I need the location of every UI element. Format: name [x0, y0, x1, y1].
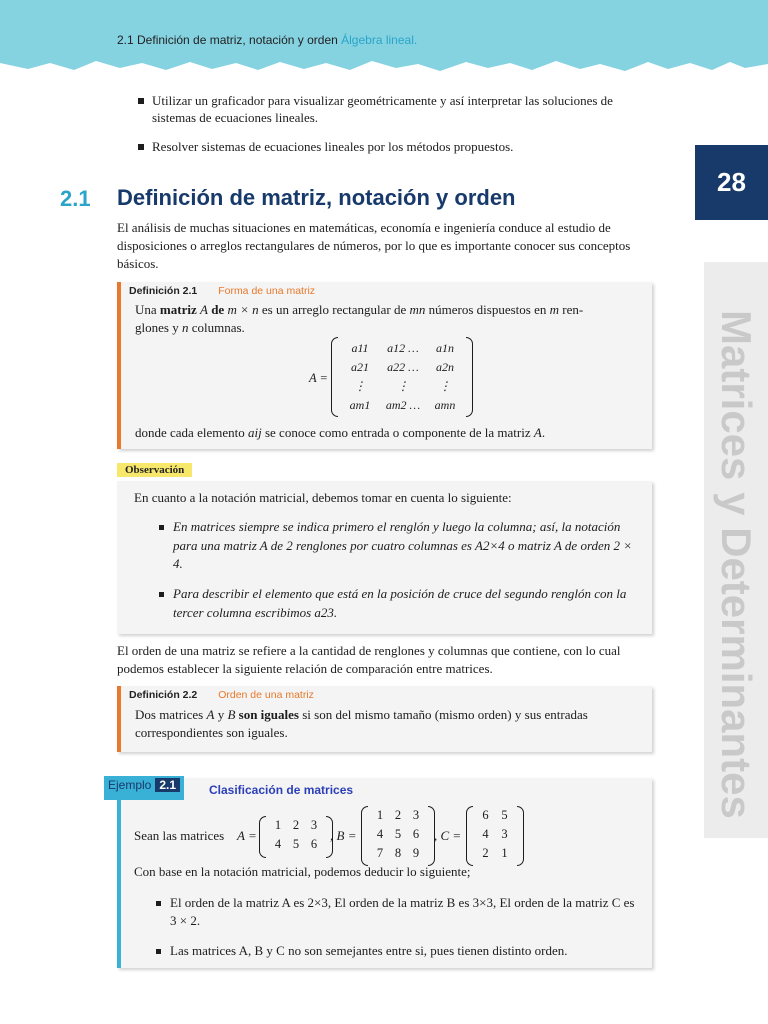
matrix-b-lhs: , B = [330, 828, 357, 843]
left-paren [259, 816, 266, 858]
matrix-cell: am2 … [385, 398, 421, 412]
text-span: es un arreglo rectangular de [261, 302, 407, 317]
math-var: n [181, 320, 189, 335]
matrix-c-lhs: , C = [434, 828, 462, 843]
bold-term: de [211, 302, 225, 317]
matrix-cell: 2 [292, 818, 300, 832]
objectives-list [138, 92, 658, 167]
text-span: Una [135, 302, 157, 317]
math-var: A [206, 707, 215, 722]
definition-closing [135, 424, 640, 442]
matrix-cell: amn [434, 398, 456, 412]
matrix-cell: 1 [274, 818, 282, 832]
section-title: Definición de matriz, notación y orden [117, 185, 516, 210]
matrix-grid [473, 806, 517, 866]
right-paren [466, 337, 473, 417]
text-span: ren- [562, 302, 584, 317]
example-number: 2.1 [155, 778, 180, 792]
list-item: En matrices siempre se indica primero el renglón y luego la columna; así, la notación para una matriz A de 2 renglones por cuatro columnas es A2×4 o matriz A de orden 2 × 4. [159, 518, 639, 574]
matrix-cell: 3 [310, 818, 318, 832]
matrix-cell: 4 [482, 827, 489, 841]
list-item: El orden de la matriz A es 2×3, El orden de la matriz B es 3×3, El orden de la matriz C es 3 × 2. [156, 894, 641, 930]
observation-list [159, 518, 639, 574]
matrix-grid [368, 806, 428, 866]
matrix-cell: 7 [376, 846, 384, 860]
matrix-cell: 6 [412, 827, 420, 841]
definition-box-2-2 [117, 686, 652, 752]
left-paren [331, 337, 338, 417]
list-item: Utilizar un graficador para visualizar geométricamente y así interpretar las soluciones de sistemas de ecuaciones lineales. [138, 92, 658, 126]
example-lead: Sean las matrices [134, 828, 225, 843]
matrix-cell: a12 … [387, 341, 419, 355]
matrix-cell: 1 [376, 808, 384, 822]
bold-term: matriz [159, 302, 197, 317]
matrix-cell: 6 [482, 808, 489, 822]
chapter-title: Matrices y Determinantes [713, 310, 760, 819]
matrix-cell: a21 [351, 360, 369, 374]
general-matrix [331, 337, 473, 417]
observation-intro: En cuanto a la notación matricial, debemos tomar en cuenta lo siguiente: [134, 490, 512, 505]
definition-label: Definición 2.2 [129, 689, 198, 701]
matrix-c [466, 806, 524, 866]
text-span: Dos matrices [135, 707, 204, 722]
example-list [156, 894, 641, 930]
matrix-cell: 4 [376, 827, 384, 841]
matrix-cell: 2 [394, 808, 402, 822]
matrix-cell: 3 [412, 808, 420, 822]
matrix-cell: 6 [310, 837, 318, 851]
matrix-a [259, 816, 333, 858]
running-header [117, 33, 417, 47]
text-span: correspondientes son iguales. [135, 725, 288, 740]
bold-term: son iguales [238, 707, 299, 722]
text-span: columnas. [191, 320, 245, 335]
math-var: m [549, 302, 559, 317]
matrix-lhs: A = [309, 371, 328, 385]
definition-title: Orden de una matriz [218, 689, 314, 701]
intro-paragraph: El análisis de muchas situaciones en matemáticas, economía e ingeniería conduce al estudio de disposiciones o arreglos rectangulares de números, por lo que es importante conocer sus conceptos básicos. [117, 220, 631, 271]
matrix-grid [338, 337, 466, 417]
definition-label: Definición 2.1 [129, 285, 198, 297]
list-item: Para describir el elemento que está en la posición de cruce del segundo renglón con la tercer columna escribimos a23. [159, 585, 639, 622]
text-span: . [541, 425, 546, 440]
observation-box [117, 481, 652, 634]
text-span: glones y [135, 320, 179, 335]
matrix-cell: 5 [501, 808, 508, 822]
matrix-a-lhs: A = [237, 828, 257, 843]
matrix-cell: 5 [292, 837, 300, 851]
text-span: donde cada elemento [135, 425, 245, 440]
matrix-cell: 8 [394, 846, 402, 860]
math-var: mn [409, 302, 426, 317]
definition-header [129, 689, 314, 701]
page-number: 28 [695, 145, 768, 220]
definition-header [129, 285, 315, 297]
matrix-cell: am1 [349, 398, 371, 412]
math-var: A [533, 425, 542, 440]
observation-list [159, 585, 639, 622]
matrix-cell: a11 [351, 341, 369, 355]
math-var: aij [247, 425, 262, 440]
definition-box-2-1 [117, 282, 652, 449]
matrix-cell: 3 [501, 827, 508, 841]
section-number: 2.1 [60, 186, 91, 211]
left-paren [466, 806, 473, 866]
definition-title: Forma de una matriz [218, 285, 316, 297]
matrix-b [361, 806, 435, 866]
matrix-cell: ⋮ [397, 379, 409, 393]
matrix-cell: 1 [501, 846, 508, 860]
matrix-cell: a22 … [387, 360, 419, 374]
matrix-cell: a2n [436, 360, 454, 374]
text-span: se conoce como entrada o componente de la matriz [264, 425, 531, 440]
math-dims: m × n [227, 302, 259, 317]
definition-text [135, 706, 645, 742]
matrix-cell: a1n [436, 341, 454, 355]
example-tag [104, 776, 184, 800]
list-item: Resolver sistemas de ecuaciones lineales por los métodos propuestos. [138, 138, 658, 155]
matrix-grid [266, 816, 326, 858]
text-span: números dispuestos en [428, 302, 547, 317]
right-paren [517, 806, 524, 866]
matrix-cell: ⋮ [439, 379, 451, 393]
list-item: Las matrices A, B y C no son semejantes entre si, pues tienen distinto orden. [156, 942, 641, 960]
math-var: B [227, 707, 236, 722]
definition-text [135, 301, 640, 337]
example-list [156, 942, 641, 960]
header-section: 2.1 Definición de matriz, notación y orden [117, 33, 338, 47]
matrix-cell: 5 [394, 827, 402, 841]
observation-tag: Observación [117, 463, 192, 477]
example-base-text: Con base en la notación matricial, podemos deducir lo siguiente; [134, 864, 471, 879]
matrix-cell: 2 [482, 846, 489, 860]
matrix-cell: ⋮ [354, 379, 366, 393]
text-span: y [217, 707, 225, 722]
example-title: Clasificación de matrices [209, 783, 354, 797]
example-tag-label: Ejemplo [108, 778, 152, 792]
matrix-cell: 9 [412, 846, 420, 860]
header-book-title: Álgebra lineal. [341, 33, 418, 47]
matrix-cell: 4 [274, 837, 282, 851]
left-paren [361, 806, 368, 866]
math-var: A [199, 302, 208, 317]
text-span: si son del mismo tamaño (mismo orden) y sus entradas [302, 707, 588, 722]
order-paragraph: El orden de una matriz se refiere a la cantidad de renglones y columnas que contiene, con lo cual podemos establecer la siguiente relación de comparación entre matrices. [117, 643, 621, 676]
